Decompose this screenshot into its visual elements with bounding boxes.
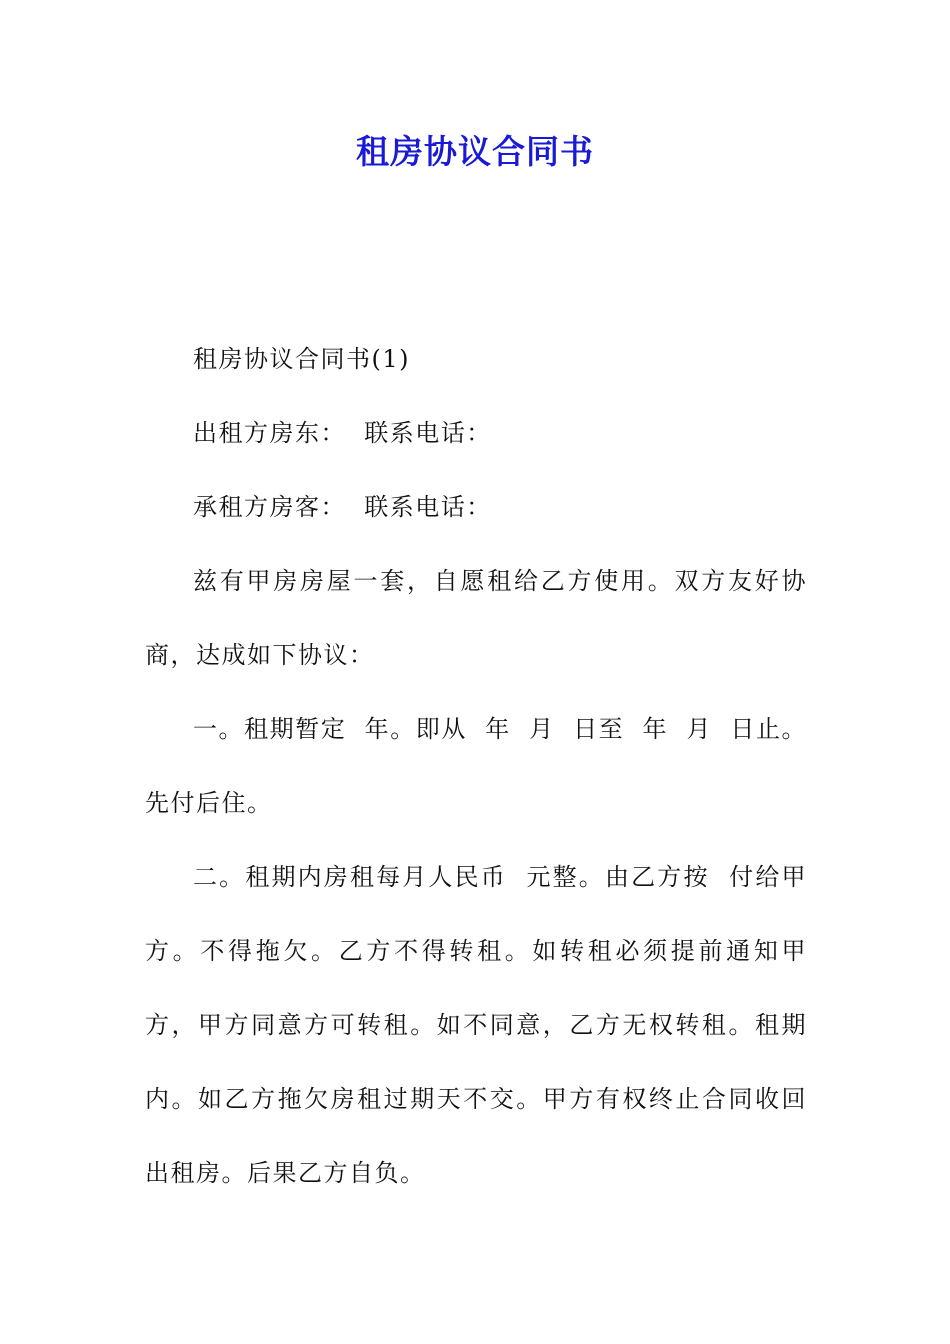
document-title: 租房协议合同书 [356,132,594,171]
clause-two-paragraph: 二。租期内房租每月人民币 元整。由乙方按 付给甲方。不得拖欠。乙方不得转租。如转租必须提前通知甲方，甲方同意方可转租。如不同意，乙方无权转租。租期内。如乙方拖欠房租过期天不交。甲方有权终止合同收回出租房。后果乙方自负。 [145,863,807,1187]
tenant-line: 承租方房客： 联系电话： [193,493,492,521]
subtitle-paragraph: 租房协议合同书(1) [193,345,410,373]
intro-paragraph: 兹有甲房房屋一套，自愿租给乙方使用。双方友好协商，达成如下协议： [145,567,807,669]
clause-one-paragraph: 一。租期暂定 年。即从 年 月 日至 年 月 日止。先付后住。 [145,715,807,817]
document-body [145,322,807,1210]
landlord-line: 出租方房东： 联系电话： [193,419,492,447]
